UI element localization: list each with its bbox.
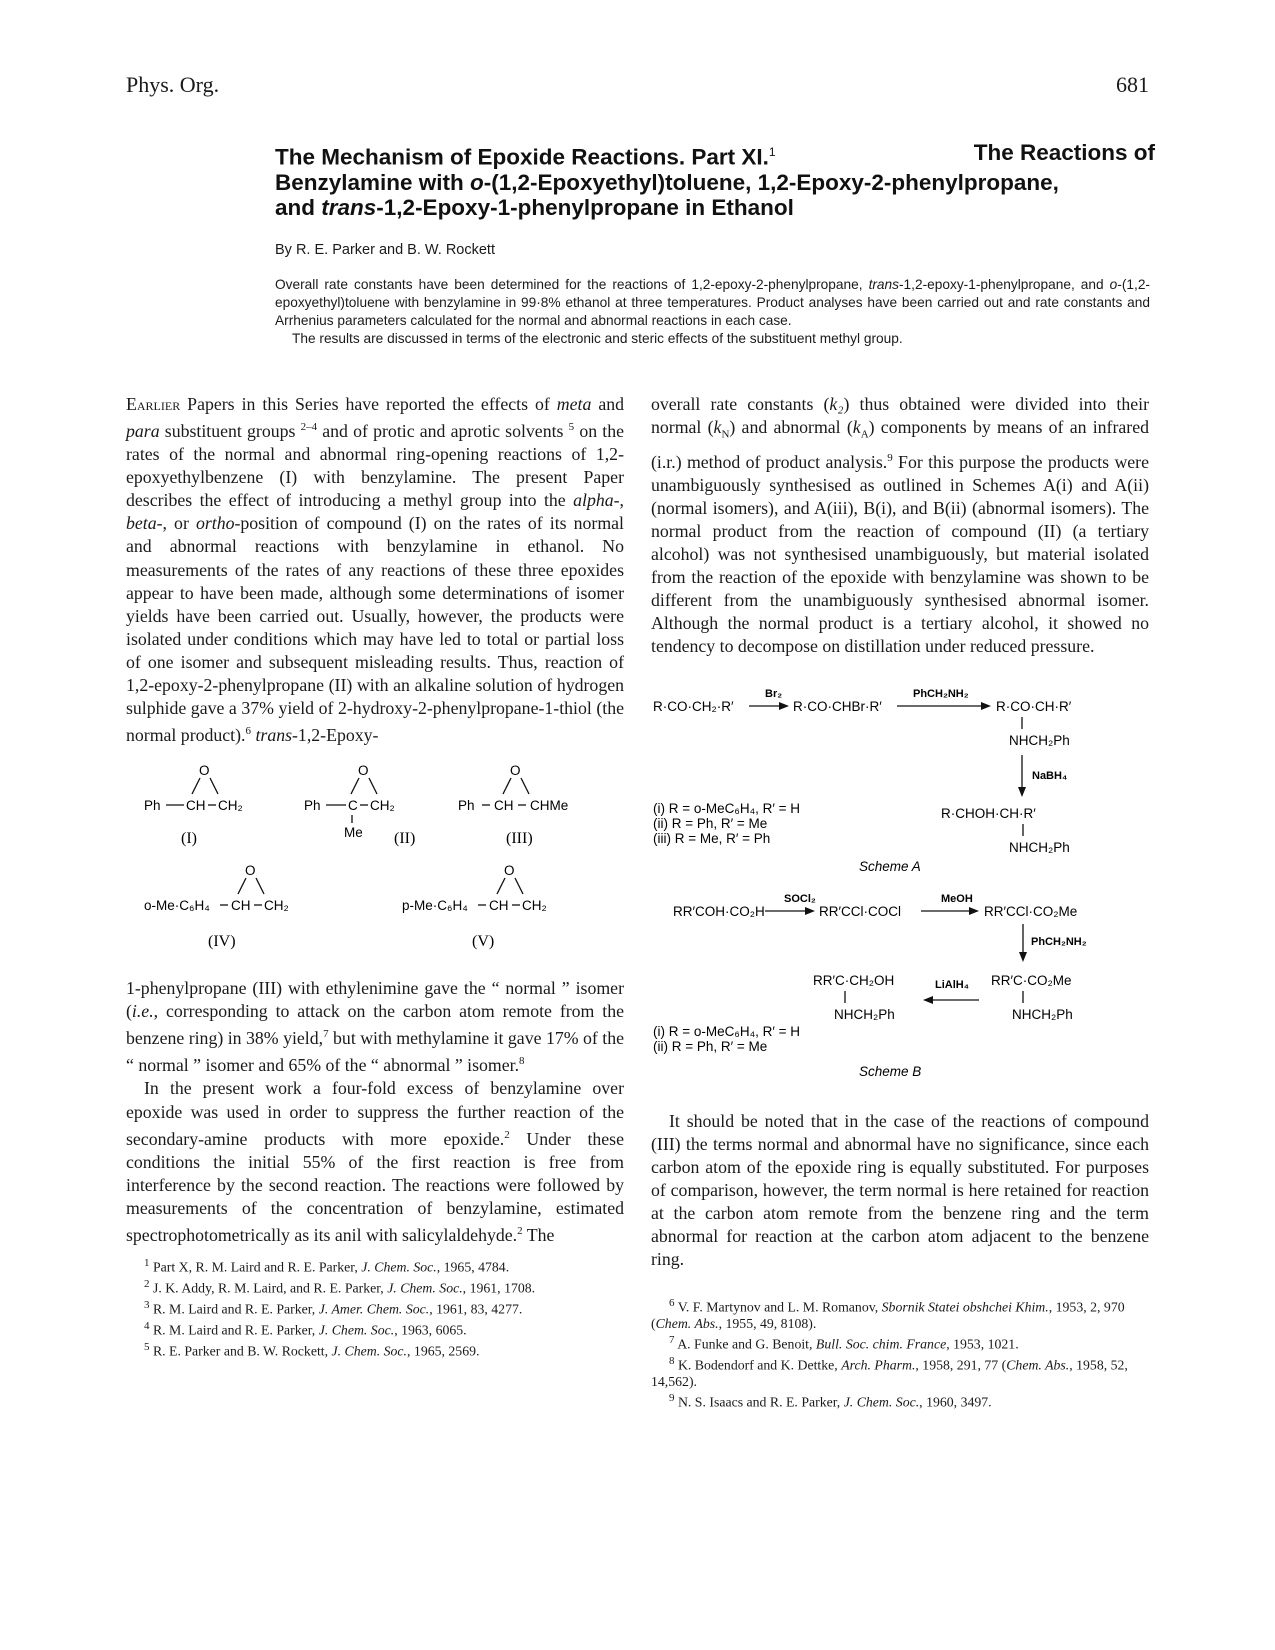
body-paragraph-2: 1-phenylpropane (III) with ethylenimine gave the “ normal ” isomer (i.e., corresponding to attack on the carbon atom remote from the benzene ring) in 38% yield,$^7$ but with methylamine it gave 17% of the “ normal ” isomer and 65% of the “ abnormal ” isomer.$^8$ [126,978,624,1076]
title-line1: The Mechanism of Epoxide Reactions. Part XI. [275,144,769,170]
structure-V [402,863,547,950]
scheme-a-product-1: R·CO·CH·R′ [996,698,1072,714]
svg-text:O: O [510,763,521,779]
scheme-a-reagent-1: Br₂ [765,687,783,700]
title-line3-trans: trans [321,194,377,220]
scheme-b-intermediate-2: RR′CCl·CO₂Me [984,903,1078,919]
scheme-b-product: RR′C·CH₂OH [813,972,895,988]
svg-text:(V): (V) [472,933,495,951]
scheme-a-reagent-2: PhCH₂NH₂ [913,687,969,700]
scheme-a-condition-iii: (iii) R = Me, R′ = Ph [653,830,771,846]
svg-text:p-Me·C₆H₄: p-Me·C₆H₄ [402,898,468,914]
journal-name: Phys. Org. [126,72,220,97]
scheme-a-intermediate: R·CO·CHBr·R′ [793,698,882,714]
structure-IV [144,863,289,950]
scheme-a-nhch2ph-1: NHCH₂Ph [1009,732,1070,748]
scheme-b-condition-ii: (ii) R = Ph, R′ = Me [653,1038,768,1054]
scheme-b-reagent-4: LiAlH₄ [935,978,969,991]
scheme-b-reagent-2: MeOH [941,892,973,905]
scheme-b-start: RR′COH·CO₂H [673,903,765,919]
body-paragraph-5: It should be noted that in the case of the reactions of compound (III) the terms normal and abnormal have no significance, since each carbon atom of the epoxide ring is equally substituted. For purposes of comparison, however, the term normal is here retained for reaction at the carbon atom remote from the benzene ring and the term abnormal for reaction at the carbon atom adjacent to the benzene ring. [651,1110,1149,1270]
body-left-column [126,393,624,1359]
title-line2-end: -(1,2-Epoxyethyl)toluene, 1,2-Epoxy-2-phenylpropane, [483,169,1059,195]
scheme-b [651,888,1149,1088]
svg-text:O: O [245,863,256,879]
scheme-a-reagent-3: NaBH₄ [1032,769,1068,782]
title-line3: and [275,194,322,220]
structure-II [304,763,415,847]
svg-text:o-Me·C₆H₄: o-Me·C₆H₄ [144,898,210,914]
svg-text:Ph: Ph [144,798,161,814]
scheme-b-condition-i: (i) R = o-MeC₆H₄, R′ = H [653,1023,801,1039]
footnote-3: $^3$ R. M. Laird and R. E. Parker, J. Amer. Chem. Soc., 1961, 83, 4277. [144,1298,523,1317]
footnote-4: $^4$ R. M. Laird and R. E. Parker, J. Chem. Soc., 1963, 6065. [144,1319,467,1338]
svg-text:CH₂: CH₂ [218,798,243,814]
svg-text:(III): (III) [506,830,533,848]
abstract-paragraph-2: The results are discussed in terms of the electronic and steric effects of the substituent methyl group. [292,331,903,346]
footnote-5: $^5$ R. E. Parker and B. W. Rockett, J. Chem. Soc., 1965, 2569. [144,1340,480,1359]
svg-text:CH₂: CH₂ [264,898,289,914]
svg-text:CH: CH [231,898,251,914]
svg-text:O: O [504,863,515,879]
svg-text:CH: CH [186,798,206,814]
svg-text:(II): (II) [394,830,416,848]
svg-text:CH: CH [489,898,509,914]
svg-text:O: O [358,763,369,779]
footnote-1: $^1$ Part X, R. M. Laird and R. E. Parker, J. Chem. Soc., 1965, 4784. [144,1256,510,1275]
footnote-9: $^9$ N. S. Isaacs and R. E. Parker, J. Chem. Soc., 1960, 3497. [669,1392,992,1411]
scheme-a-condition-ii: (ii) R = Ph, R′ = Me [653,815,768,831]
scheme-a-condition-i: (i) R = o-MeC₆H₄, R′ = H [653,800,801,816]
body-paragraph-4: overall rate constants (k₂) thus obtained were divided into their normal $(k_N)$ and abnormal $(k_A)$ components by means of an infrared (i.r.) method of product analysis.$^9$ For this purpose the products were unambiguously synthesised as outlined in Schemes A(i) and A(ii) (normal isomers), and A(iii), B(i), and B(ii) (abnormal isomers). The normal product from the reaction of compound (II) (a tertiary alcohol) was not synthesised unambiguously, but material isolated from the reaction of the epoxide with benzylamine was shown to be different from the unambiguously synthesised abnormal isomer. Although the normal product is a tertiary alcohol, it showed no tendency to decompose on distillation under reduced pressure. [651,394,1149,657]
svg-text:C: C [348,798,358,814]
svg-text:Ph: Ph [304,798,321,814]
title-line1-end: The Reactions of [973,140,1155,165]
scheme-b-reagent-1: SOCl₂ [784,892,816,905]
epoxide-structures [126,753,624,973]
scheme-a-product-2: R·CHOH·CH·R′ [941,805,1036,821]
footnotes-right [651,1295,1149,1411]
title-line2: Benzylamine with [275,169,471,195]
scheme-b-nhch2ph-2: NHCH₂Ph [1012,1006,1073,1022]
svg-text:CH: CH [494,798,514,814]
structure-III [458,763,568,847]
svg-text:CHMe: CHMe [530,798,569,814]
footnote-6: $^6$ V. F. Martynov and L. M. Romanov, Sbornik Statei obshchei Khim., 1953, 2, 970 (Chem. Abs., 1955, 49, 8108). [651,1297,1125,1332]
body-paragraph-1: Earlier Papers in this Series have reported the effects of meta and para substituent groups $^{2-4}$ and of protic and aprotic solvents $^5$ on the rates of the normal and abnormal ring-opening reactions of 1,2-epoxyethylbenzene (I) with benzylamine. The present Paper describes the effect of introducing a methyl group into the alpha-, beta-, or ortho-position of compound (I) on the rates of its normal and abnormal reactions with benzylamine in ethanol. No measurements of the rates of any reactions of these three epoxides appear to have been made, although some determinations of isomer yields have been carried out. Usually, however, the products were isolated under conditions which may have led to total or partial loss of one isomer and subsequent misleading results. Thus, reaction of 1,2-epoxy-2-phenylpropane (II) with an alkaline solution of hydrogen sulphide gave a 37% yield of 2-hydroxy-2-phenylpropane-1-thiol (the normal product).$^6$ trans-1,2-Epoxy- [126,394,625,746]
svg-text:CH₂: CH₂ [522,898,547,914]
scheme-a-title: Scheme A [859,858,921,874]
scheme-b-intermediate-1: RR′CCl·COCl [819,903,902,919]
structure-I [144,763,243,847]
title-line3-end: -1,2-Epoxy-1-phenylpropane in Ethanol [376,194,794,220]
article-title [275,140,1155,220]
svg-text:(IV): (IV) [208,933,236,951]
svg-text:Ph: Ph [458,798,475,814]
scheme-b-nhch2ph-1: NHCH₂Ph [834,1006,895,1022]
footnote-2: $^2$ J. K. Addy, R. M. Laird, and R. E. Parker, J. Chem. Soc., 1961, 1708. [144,1277,536,1296]
scheme-b-reagent-3: PhCH₂NH₂ [1031,935,1087,948]
title-line2-o: o [470,169,484,195]
title-ref: 1 [768,145,776,159]
page-number: 681 [1116,72,1149,97]
abstract-paragraph-1: Overall rate constants have been determined for the reactions of 1,2-epoxy-2-phenylpropane, trans-1,2-epoxy-1-phenylpropane, and o-(1,2-epoxyethyl)toluene with benzylamine in 99·8% ethanol at three temperatures. Product analyses have been carried out and rate constants and Arrhenius parameters calculated for the normal and abnormal reactions in each case. [275,277,1150,328]
scheme-a-nhch2ph-2: NHCH₂Ph [1009,839,1070,855]
scheme-b-intermediate-3: RR′C·CO₂Me [991,972,1072,988]
scheme-a-start: R·CO·CH₂·R′ [653,698,734,714]
svg-text:(I): (I) [181,830,197,848]
svg-text:CH₂: CH₂ [370,798,395,814]
body-paragraph-3: In the present work a four-fold excess of benzylamine over epoxide was used in order to suppress the further reaction of the secondary-amine products with more epoxide.$^2$ Under these conditions the initial 55% of the first reaction is free from interference by the second reaction. The reactions were followed by measurements of the concentration of benzylamine, estimated spectrophotometrically as its anil with salicylaldehyde.$^2$ The [126,1078,624,1245]
footnote-8: $^8$ K. Bodendorf and K. Dettke, Arch. Pharm., 1958, 291, 77 (Chem. Abs., 1958, 52, 14,562). [651,1355,1128,1390]
scheme-b-title: Scheme B [859,1063,922,1079]
svg-text:O: O [199,763,210,779]
footnote-7: $^7$ A. Funke and G. Benoit, Bull. Soc. chim. France, 1953, 1021. [669,1334,1019,1352]
footnotes-left [126,1255,624,1359]
authors: By R. E. Parker and B. W. Rockett [275,242,495,258]
body-right-column [651,393,1149,1411]
scheme-a [651,673,1149,878]
abstract [275,276,1150,348]
svg-text:Me: Me [344,825,363,841]
